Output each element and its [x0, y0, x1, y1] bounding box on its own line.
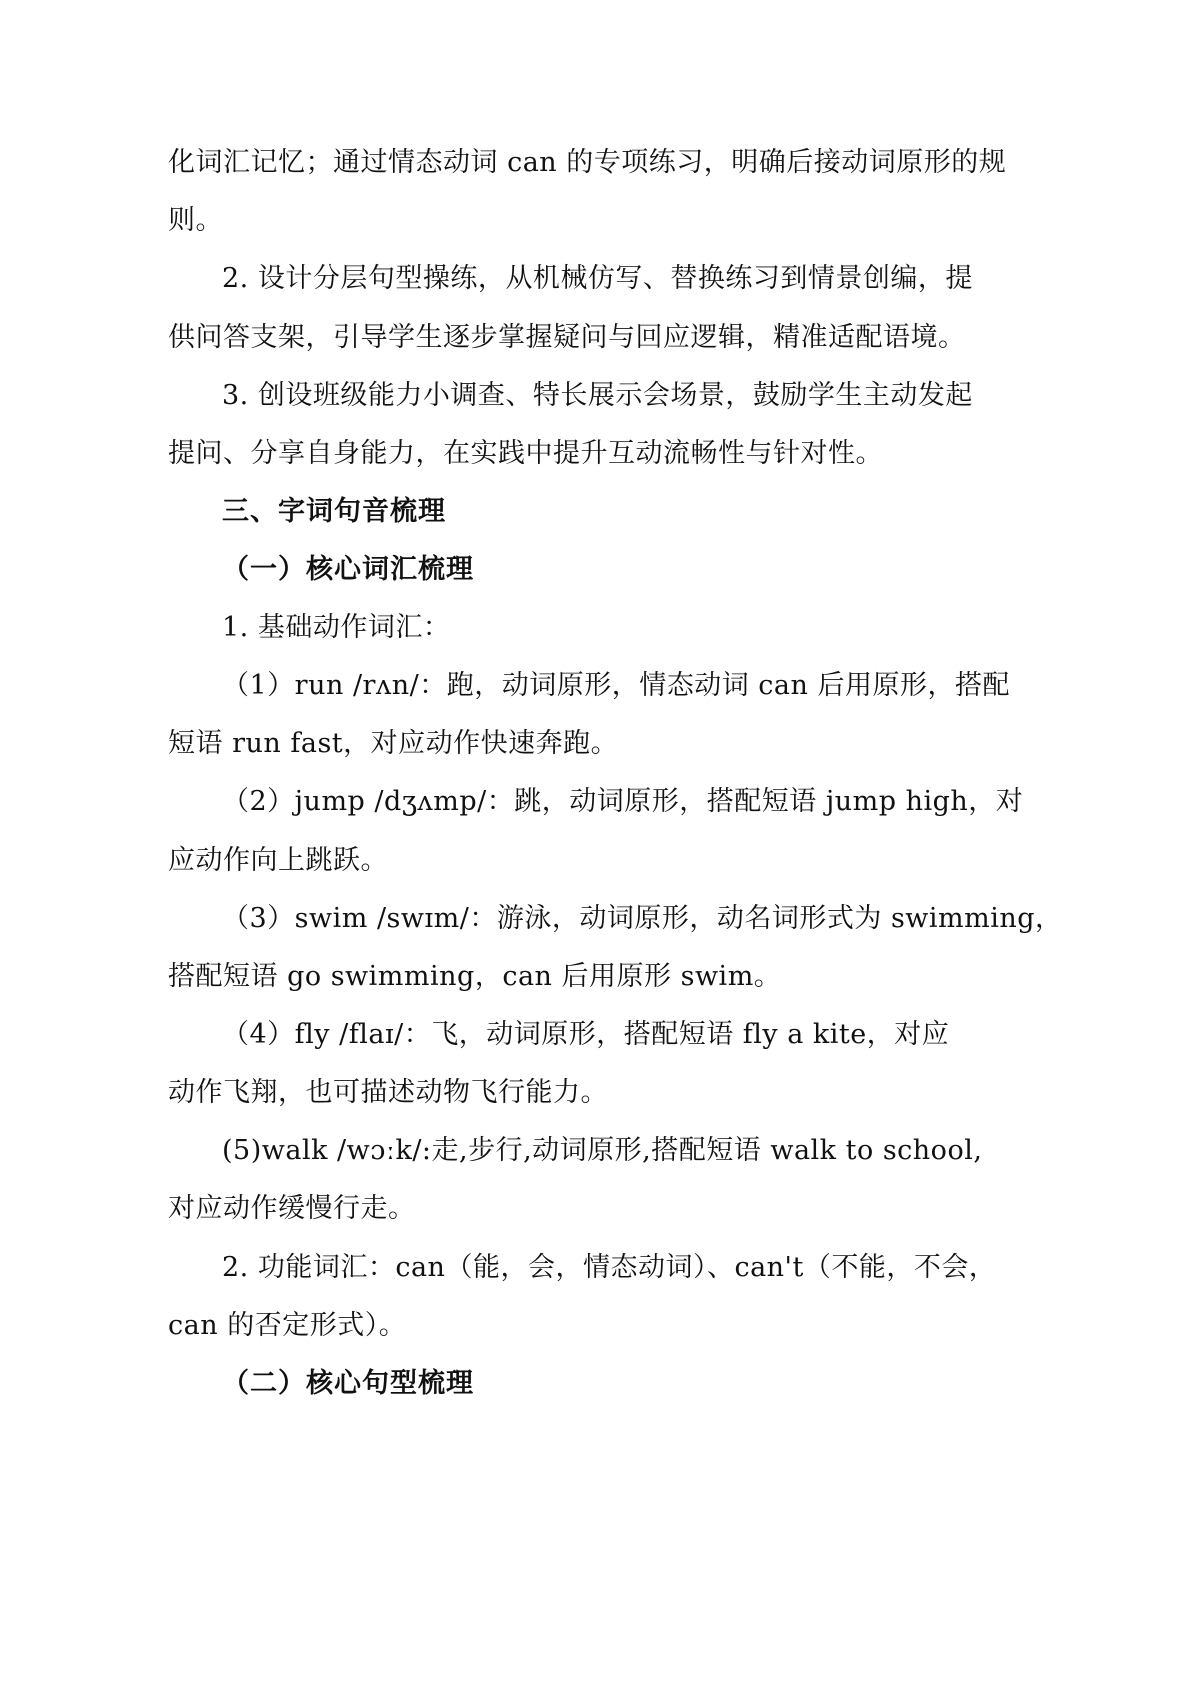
- vocab-item-run: （1）run /rʌn/：跑，动词原形，情态动词 can 后用原形，搭配: [222, 670, 1010, 701]
- section-heading: 三、字词句音梳理: [222, 496, 446, 527]
- text-line-continuation: 对应动作缓慢行走。: [168, 1193, 416, 1224]
- vocab-item-swim: （3）swim /swɪm/：游泳，动词原形，动名词形式为 swimming，: [222, 903, 1063, 934]
- vocab-item-walk: (5)walk /wɔːk/:走,步行,动词原形,搭配短语 walk to school,: [222, 1135, 983, 1166]
- list-item-2: 2. 设计分层句型操练，从机械仿写、替换练习到情景创编，提: [222, 263, 973, 294]
- text-line-continuation: 化词汇记忆；通过情态动词 can 的专项练习，明确后接动词原形的规: [168, 147, 1007, 178]
- list-item-3: 3. 创设班级能力小调查、特长展示会场景，鼓励学生主动发起: [222, 380, 973, 411]
- subsection-heading: （一）核心词汇梳理: [222, 554, 474, 585]
- text-line-continuation: 搭配短语 go swimming，can 后用原形 swim。: [168, 961, 782, 992]
- text-line-continuation: 短语 run fast，对应动作快速奔跑。: [168, 728, 619, 759]
- vocab-item-jump: （2）jump /dʒʌmp/：跳，动词原形，搭配短语 jump high，对: [222, 786, 1024, 817]
- list-item-2-function-words: 2. 功能词汇：can（能，会，情态动词）、can't（不能，不会，: [222, 1252, 997, 1283]
- text-line-continuation: 提问、分享自身能力，在实践中提升互动流畅性与针对性。: [168, 438, 883, 469]
- text-line-continuation: 应动作向上跳跃。: [168, 845, 388, 876]
- text-line-continuation: 则。: [168, 205, 223, 236]
- text-line-continuation: 供问答支架，引导学生逐步掌握疑问与回应逻辑，精准适配语境。: [168, 322, 966, 353]
- text-line-continuation: can 的否定形式）。: [168, 1310, 407, 1341]
- list-item-1: 1. 基础动作词汇：: [222, 612, 451, 643]
- vocab-item-fly: （4）fly /flaɪ/：飞，动词原形，搭配短语 fly a kite，对应: [222, 1019, 950, 1050]
- subsection-heading: （二）核心句型梳理: [222, 1368, 474, 1399]
- text-line-continuation: 动作飞翔，也可描述动物飞行能力。: [168, 1077, 608, 1108]
